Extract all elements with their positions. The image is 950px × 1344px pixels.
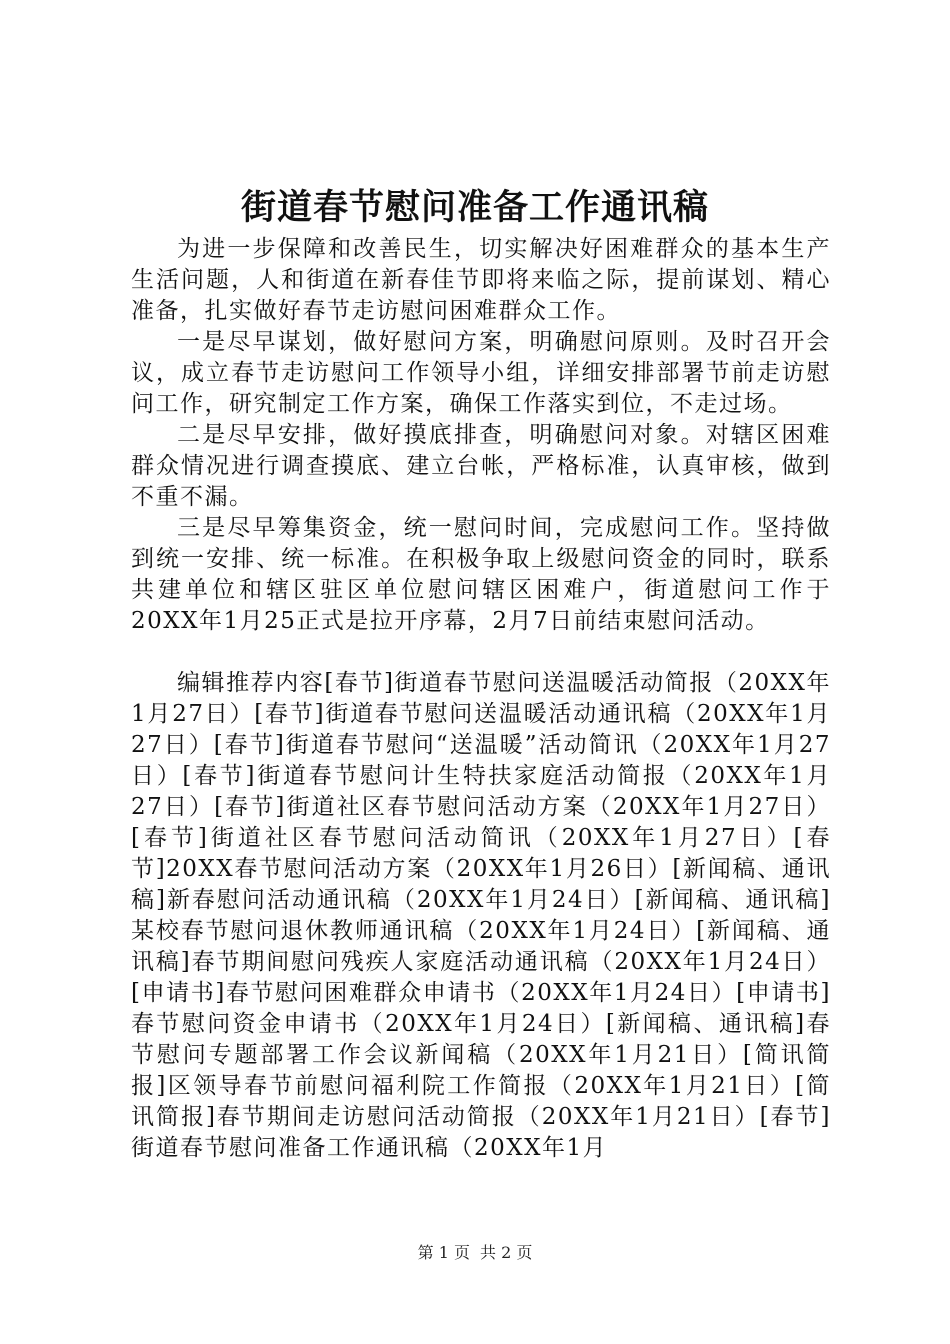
document-title: 街道春节慰问准备工作通讯稿 xyxy=(240,187,709,228)
document-body xyxy=(131,234,831,1164)
page-number: 第 1 页 xyxy=(417,1243,470,1262)
recommended-content: 编辑推荐内容[春节]街道春节慰问送温暖活动简报（20XX年1月27日）[春节]街道春节慰问送温暖活动通讯稿（20XX年1月27日）[春节]街道春节慰问“送温暖”活动简讯（20XX年1月27日）[春节]街道春节慰问计生特扶家庭活动简报（20XX年1月27日）[春节]街道社区春节慰问活动方案（20XX年1月27日）[春节]街道社区春节慰问活动简讯（20XX年1月27日）[春节]20XX春节慰问活动方案（20XX年1月26日）[新闻稿、通讯稿]新春慰问活动通讯稿（20XX年1月24日）[新闻稿、通讯稿]某校春节慰问退休教师通讯稿（20XX年1月24日）[新闻稿、通讯稿]春节期间慰问残疾人家庭活动通讯稿（20XX年1月24日）[申请书]春节慰问困难群众申请书（20XX年1月24日）[申请书]春节慰问资金申请书（20XX年1月24日）[新闻稿、通讯稿]春节慰问专题部署工作会议新闻稿（20XX年1月21日）[简讯简报]区领导春节前慰问福利院工作简报（20XX年1月21日）[简讯简报]春节期间走访慰问活动简报（20XX年1月21日）[春节]街道春节慰问准备工作通讯稿（20XX年1月 xyxy=(131,670,831,1161)
paragraph-first-point: 一是尽早谋划，做好慰问方案，明确慰问原则。及时召开会议，成立春节走访慰问工作领导小组，详细安排部署节前走访慰问工作，研究制定工作方案，确保工作落实到位，不走过场。 xyxy=(131,329,831,417)
paragraph-second-point: 二是尽早安排，做好摸底排查，明确慰问对象。对辖区困难群众情况进行调查摸底、建立台帐，严格标准，认真审核，做到不重不漏。 xyxy=(131,422,831,510)
page-footer xyxy=(0,1241,950,1265)
page-total: 共 2 页 xyxy=(480,1243,533,1262)
paragraph-third-point: 三是尽早筹集资金，统一慰问时间，完成慰问工作。坚持做到统一安排、统一标准。在积极争取上级慰问资金的同时，联系共建单位和辖区驻区单位慰问辖区困难户，街道慰问工作于20XX年1月25正式是拉开序幕，2月7日前结束慰问活动。 xyxy=(131,515,831,634)
paragraph-intro: 为进一步保障和改善民生，切实解决好困难群众的基本生产生活问题，人和街道在新春佳节即将来临之际，提前谋划、精心准备，扎实做好春节走访慰问困难群众工作。 xyxy=(131,236,831,324)
